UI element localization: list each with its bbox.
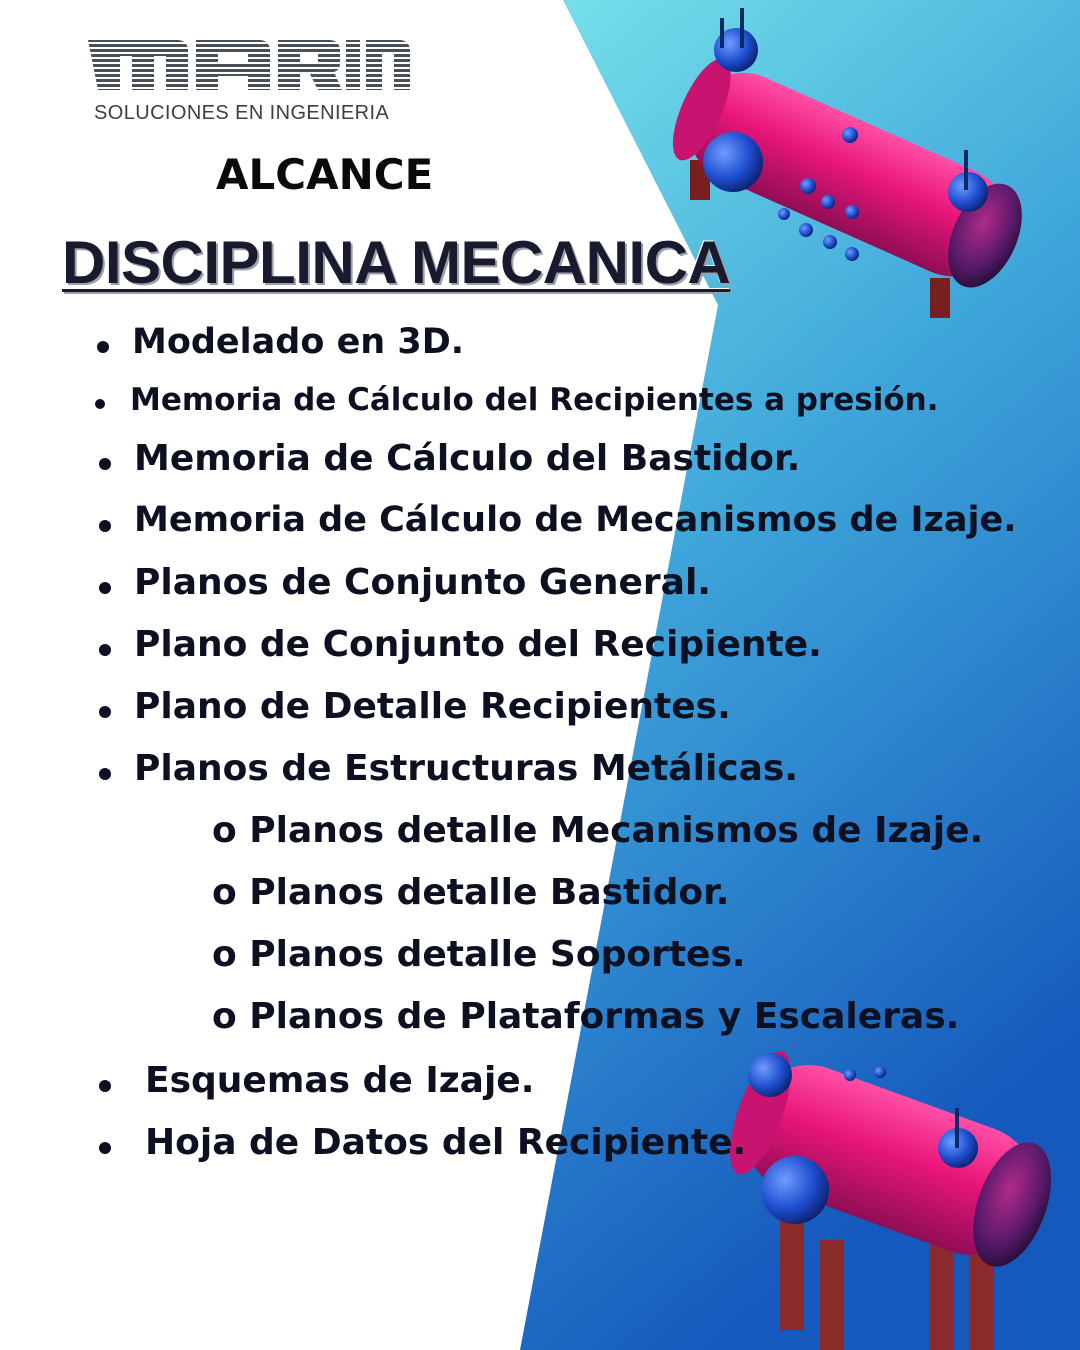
list-item: Modelado en 3D.	[132, 322, 465, 362]
list-item: Planos de Conjunto General.	[134, 562, 711, 603]
sub-list-item: o Planos de Plataformas y Escaleras.	[212, 996, 960, 1037]
bullet-icon	[99, 644, 111, 656]
brand-tagline: SOLUCIONES EN INGENIERIA	[94, 102, 390, 124]
list-item: Planos de Estructuras Metálicas.	[134, 748, 799, 789]
page-title: DISCIPLINA MECANICA	[62, 229, 731, 296]
list-item: Esquemas de Izaje.	[145, 1060, 535, 1101]
bullet-icon	[99, 1080, 111, 1092]
brand-logo	[88, 34, 418, 124]
bullet-icon	[97, 341, 109, 353]
bullet-icon	[99, 520, 111, 532]
list-item: Memoria de Cálculo de Mecanismos de Izaje.	[134, 500, 1017, 540]
bullet-icon	[99, 768, 111, 780]
sub-list-item: o Planos detalle Mecanismos de Izaje.	[212, 810, 984, 851]
sub-list-item: o Planos detalle Soportes.	[212, 934, 746, 975]
bullet-icon	[99, 706, 111, 718]
list-item: Memoria de Cálculo del Recipientes a presión.	[130, 382, 939, 418]
section-kicker: ALCANCE	[216, 150, 434, 199]
bullet-icon	[95, 399, 105, 409]
logo-wordmark-graphic	[88, 34, 412, 92]
bullet-icon	[99, 582, 111, 594]
bullet-icon	[99, 1142, 111, 1154]
list-item: Hoja de Datos del Recipiente.	[145, 1122, 747, 1163]
list-item: Plano de Conjunto del Recipiente.	[134, 624, 822, 665]
list-item: Memoria de Cálculo del Bastidor.	[134, 438, 801, 479]
list-item: Plano de Detalle Recipientes.	[134, 686, 731, 727]
sub-list-item: o Planos detalle Bastidor.	[212, 872, 730, 913]
bullet-icon	[99, 458, 111, 470]
